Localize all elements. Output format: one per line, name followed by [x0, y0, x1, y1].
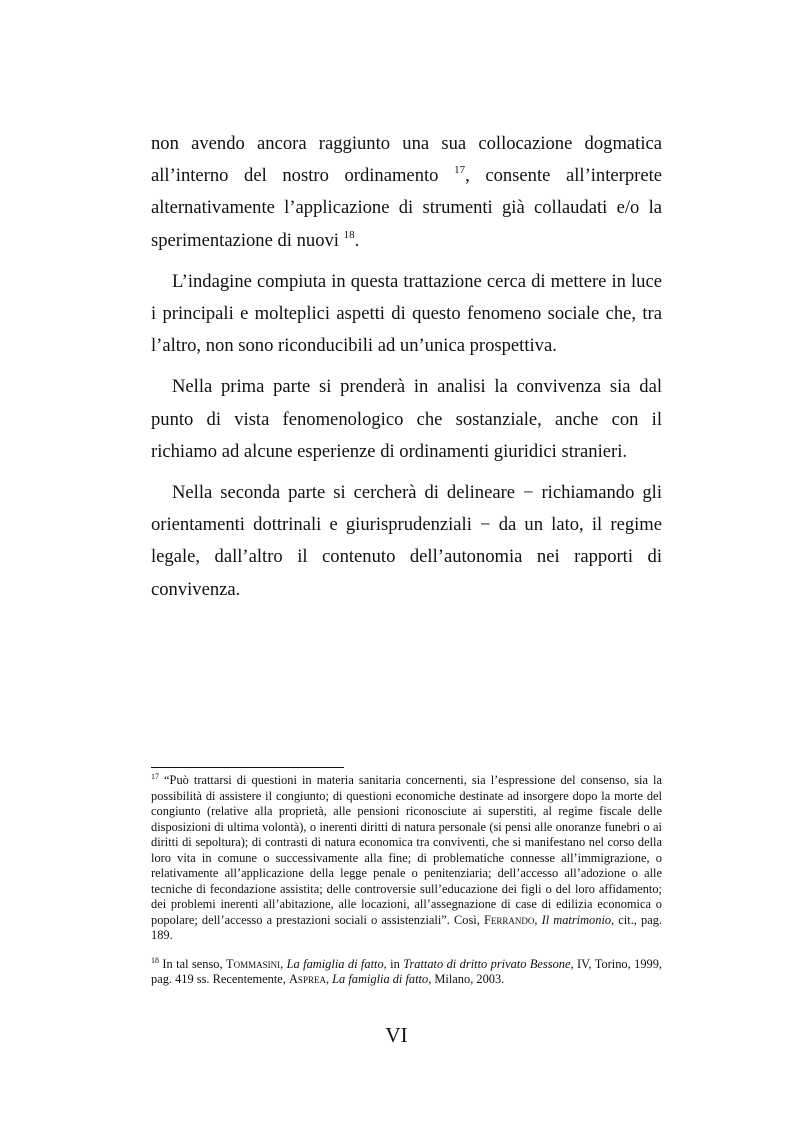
footnote-17-number: 17 — [151, 772, 159, 781]
paragraph-2: L’indagine compiuta in questa trattazione cerca di mettere in luce i principali e molteplici aspetti di questo fenomeno sociale che, tra l’altro, non sono riconducibili ad un’unica prospettiva. — [151, 270, 662, 357]
body-text — [151, 128, 662, 615]
footnote-18-pre: In tal senso, — [159, 956, 227, 971]
footnote-18-author-2: Asprea — [288, 972, 326, 986]
footnote-18-sep-1: , — [280, 956, 287, 971]
footnotes — [151, 773, 662, 988]
footnote-17-sep: , — [534, 912, 542, 927]
paragraph-1-text-c: . — [354, 229, 360, 251]
paragraph-1 — [151, 128, 662, 257]
footnote-17-author: Ferrando — [483, 912, 535, 927]
footnote-18-title-1: La famiglia di fatto — [286, 956, 384, 971]
footnote-17-text: “Può trattarsi di questioni in materia sanitaria concernenti, sia l’espressione del consenso, sia la possibilità di assistere il congiunto; di questioni economiche destinate ad insorgere dopo la morte del congiunto (relative alla proprietà, alle pensioni riconosciute ai superstiti, al regime fiscale delle disposizioni di ultima volontà), o inerenti diritti di natura personale (si pensi alle onoranze funebri o ai diritti di sepoltura); di contrasti di natura economica tra conviventi, che si manifestano nel corso della loro vita in comune o successivamente alla fine; di problematiche connesse all’immigrazione, o relativamente all’applicazione della legge penale o penitenziaria; dell’accesso all’adozione o alle tecniche di fecondazione assistita; delle controversie sull’educazione dei figli o del loro affidamento; dei problemi inerenti all’abitazione, alle locazioni, all’assegnazione di case di edilizia economica o popolare; dell’accesso a prestazioni sociali o assistenziali”. Così, — [151, 773, 662, 927]
footnote-17-rest: , cit., pag. 189. — [151, 912, 662, 942]
footnote-18-title-3: La famiglia di fatto — [332, 972, 429, 986]
footnote-ref-17[interactable]: 17 — [454, 164, 466, 177]
footnote-18-mid-1: , in — [383, 956, 404, 971]
paragraph-1-text-a: non avendo ancora raggiunto una sua collocazione dogmatica all’interno del nostro ordinamento — [151, 133, 662, 187]
paragraph-4: Nella seconda parte si cercherà di delineare − richiamando gli orientamenti dottrinali e giurisprudenziali − da un lato, il regime legale, dall’altro il contenuto dell’autonomia nei rapporti di convivenza. — [151, 482, 662, 600]
footnote-17-title: Il matrimonio — [541, 912, 612, 927]
paragraph-1-text-b: , consente all’interprete alternativamente l’applicazione di strumenti già collaudati e/o la sperimentazione di nuovi — [151, 165, 662, 251]
footnote-18-title-2: Trattato di dritto privato Bessone — [403, 956, 571, 971]
footnote-17 — [151, 773, 662, 944]
footnote-18-sep-2: , — [325, 972, 333, 986]
footnote-18-author-1: Tommasini — [226, 956, 281, 971]
page-number: VI — [385, 1023, 408, 1047]
footnote-ref-18[interactable]: 18 — [343, 228, 355, 241]
footnote-separator — [151, 767, 344, 768]
footnote-18 — [151, 957, 662, 988]
footnote-18-number: 18 — [151, 955, 159, 965]
paragraph-3: Nella prima parte si prenderà in analisi la convivenza sia dal punto di vista fenomenologico che sostanziale, anche con il richiamo ad alcune esperienze di ordinamenti giuridici stranieri. — [151, 376, 662, 462]
footnote-18-mid-2: , IV, Torino, 1999, pag. 419 ss. Recentemente, — [151, 956, 663, 986]
footnote-18-rest: , Milano, 2003. — [428, 972, 505, 986]
